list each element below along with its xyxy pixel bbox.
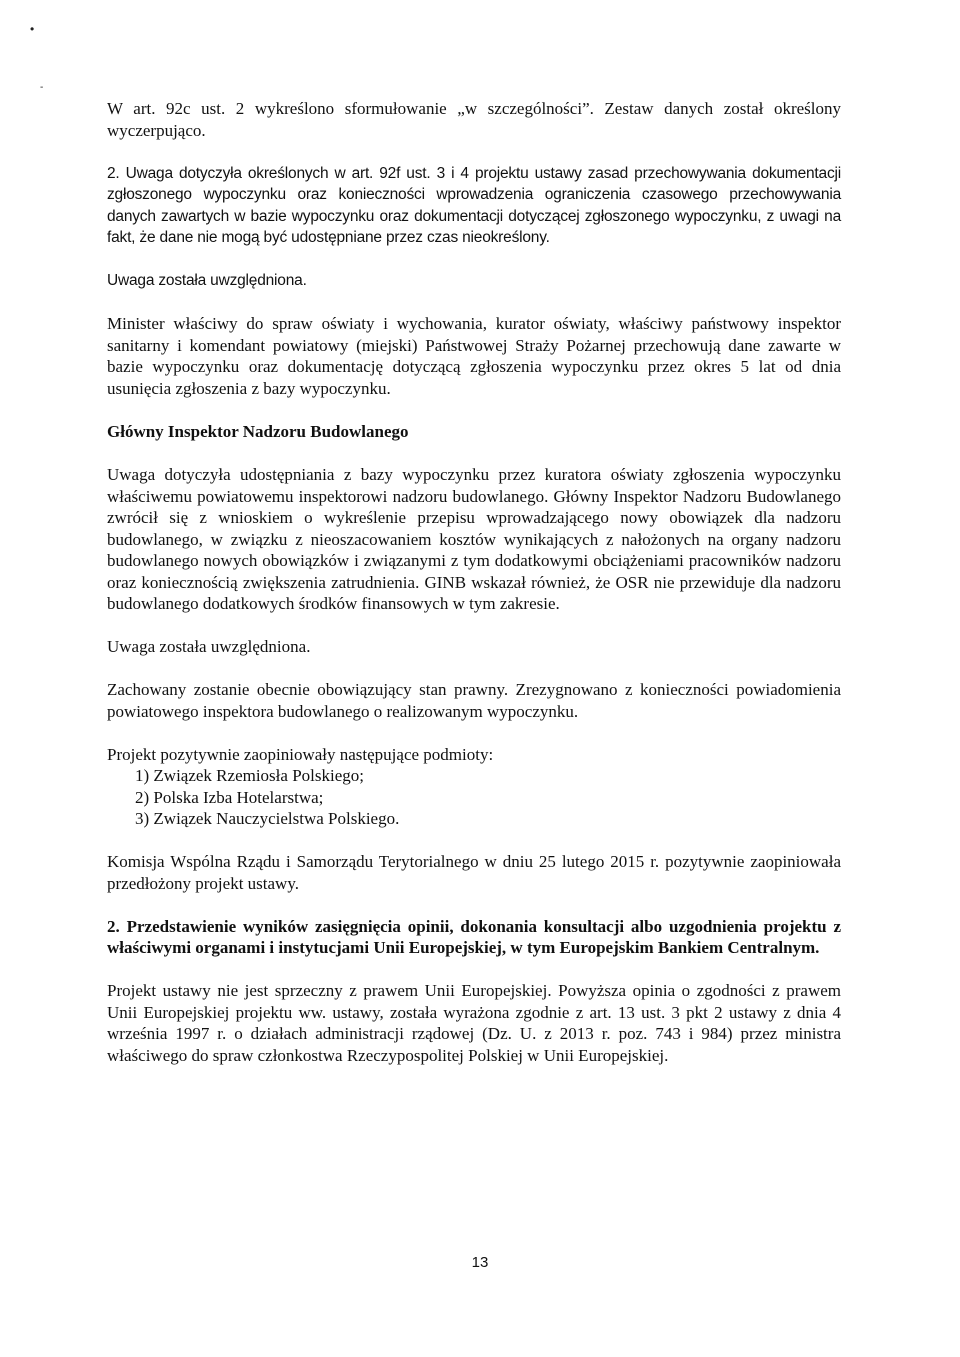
list-intro: Projekt pozytywnie zaopiniowały następujące podmioty: (107, 744, 494, 764)
paragraph: Uwaga dotyczyła udostępniania z bazy wypoczynku przez kuratora oświaty zgłoszenia wypoczynku właściwemu powiatowemu inspektorowi nadzoru budowlanego. Główny Inspektor Nadzoru Budowlanego zwrócił się z wnioskiem o wykreślenie przepisu wprowadzającego nowy obowiązek dla nadzoru budowlanego, w związku z nieoszacowaniem kosztów wynikających z nałożonych na organy nadzoru budowlanego nowych obowiązków i związanymi z tym dodatkowymi obciążeniami pracowników nadzoru oraz koniecznością zwiększenia zatrudnienia. GINB wskazał również, że OSR nie przewiduje dla nadzoru budowlanego dodatkowych środków finansowych w tym zakresie. (107, 465, 841, 613)
scan-mark: - (40, 82, 44, 93)
section-heading: 2. Przedstawienie wyników zasięgnięcia opinii, dokonania konsultacji albo uzgodnienia projektu z właściwymi organami i instytucjami Unii Europejskiej, w tym Europejskim Bankiem Centralnym. (107, 916, 841, 957)
paragraph: Uwaga została uwzględniona. (107, 637, 311, 656)
paragraph: Uwaga została uwzględniona. (107, 272, 307, 289)
page-number: 13 (471, 1254, 489, 1271)
list-item: 1) Związek Rzemiosła Polskiego; (135, 766, 364, 785)
opinion-list (107, 744, 841, 830)
list-item: 2) Polska Izba Hotelarstwa; (135, 787, 324, 807)
list-item: 3) Związek Nauczycielstwa Polskiego. (135, 809, 400, 828)
section-subheading: Główny Inspektor Nadzoru Budowlanego (107, 421, 409, 441)
paragraph: W art. 92c ust. 2 wykreślono sformułowanie „w szczególności”. Zestaw danych został określony wyczerpująco. (107, 99, 841, 140)
paragraph: Komisja Wspólna Rządu i Samorządu Terytorialnego w dniu 25 lutego 2015 r. pozytywnie zaopiniowała przedłożony projekt ustawy. (107, 852, 841, 893)
paragraph: Zachowany zostanie obecnie obowiązujący stan prawny. Zrezygnowano z konieczności powiadomienia powiatowego inspektora budowlanego o realizowanym wypoczynku. (107, 680, 841, 721)
paragraph: 2. Uwaga dotyczyła określonych w art. 92f ust. 3 i 4 projektu ustawy zasad przechowywania dokumentacji zgłoszonego wypoczynku oraz konieczności wprowadzenia ograniczenia czasowego przechowywania danych zawartych w bazie wypoczynku oraz dokumentacji dotyczącej zgłoszonego wypoczynku, z uwagi na fakt, że dane nie mogą być udostępniane przez czas nieokreślony. (107, 164, 841, 246)
paragraph: Minister właściwy do spraw oświaty i wychowania, kurator oświaty, właściwy państwowy inspektor sanitarny i komendant powiatowy (miejski) Państwowej Straży Pożarnej przechowują dane zawarte w bazie wypoczynku oraz dokumentację dotyczącą zgłoszenia wypoczynku przez okres 5 lat od dnia usunięcia zgłoszenia z bazy wypoczynku. (107, 314, 841, 398)
paragraph: Projekt ustawy nie jest sprzeczny z prawem Unii Europejskiej. Powyższa opinia o zgodności z prawem Unii Europejskiej projektu ww. ustawy, została wyrażona zgodnie z art. 13 ust. 3 pkt 2 ustawy z dnia 4 września 1997 r. o działach administracji rządowej (Dz. U. z 2013 r. poz. 743 i 984) przez ministra właściwego do spraw członkostwa Rzeczypospolitej Polskiej w Unii Europejskiej. (107, 981, 841, 1065)
scan-mark: • (30, 22, 35, 36)
document-body (107, 98, 841, 1088)
